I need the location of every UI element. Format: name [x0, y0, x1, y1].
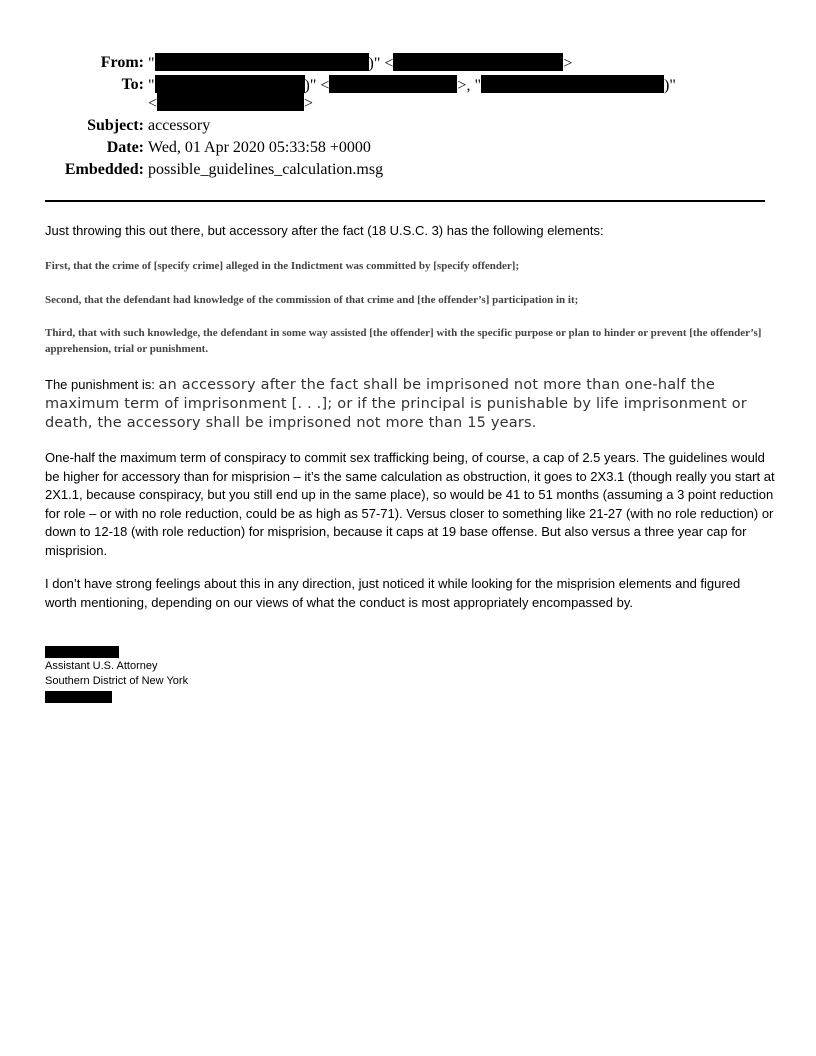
signature-title: Assistant U.S. Attorney	[45, 660, 158, 672]
from-value: " )" < >	[148, 55, 573, 72]
punishment-paragraph	[45, 376, 775, 433]
element-third: Third, that with such knowledge, the defendant in some way assisted [the offender] with the specific purpose or plan to hinder or prevent [the offender’s] apprehension, trial or punishment.	[45, 327, 762, 355]
element-second: Second, that the defendant had knowledge of the commission of that crime and [the offender’s] participation in it;	[45, 294, 579, 306]
redaction-from-name	[155, 53, 369, 71]
to-label: To:	[121, 76, 144, 93]
date-label: Date:	[106, 139, 144, 156]
redaction-to-email-2	[157, 93, 304, 111]
embedded-label: Embedded:	[64, 161, 144, 178]
to-value-cont: < >	[148, 95, 314, 112]
closing-paragraph: I don’t have strong feelings about this in any direction, just noticed it while looking for the misprision elements and figured worth mentioning, depending on our views of what the conduct is most appropriately encompassed by.	[45, 576, 741, 610]
redaction-to-email-1	[329, 75, 457, 93]
punishment-quote: an accessory after the fact shall be imprisoned not more than one-half the maximum term of imprisonment [. . .]; or if the principal is punishable by life imprisonment or death, the accessory shall be imprisoned not more than 15 years.	[45, 377, 747, 431]
punishment-lead: The punishment is:	[45, 377, 159, 392]
header-divider	[45, 200, 765, 202]
intro-text: Just throwing this out there, but accessory after the fact (18 U.S.C. 3) has the following elements:	[45, 223, 604, 238]
to-value: " )" < >, " )"	[148, 77, 676, 94]
subject-value: accessory	[148, 117, 211, 134]
date-value: Wed, 01 Apr 2020 05:33:58 +0000	[148, 139, 371, 156]
from-label: From:	[100, 54, 144, 71]
redaction-signature-contact	[45, 691, 112, 703]
subject-label: Subject:	[87, 117, 144, 134]
guidelines-paragraph: One-half the maximum term of conspiracy to commit sex trafficking being, of course, a cap of 2.5 years. The guidelines would be higher for accessory than for misprision – it’s the same calculation as obstruction, it goes to 2X3.1 (though really you start at 2X1.1, because conspiracy, but you still end up in the same place), so would be 41 to 51 months (assuming a 3 point reduction for role – or with no role reduction, could be as high as 57-71). Versus closer to something like 21-27 (with no role reduction) or down to 12-18 (with role reduction) for misprision, because it caps at 19 base offense. But also versus a three year cap for misprision.	[45, 450, 775, 558]
redaction-to-name-2	[481, 75, 664, 93]
embedded-attachment[interactable]: possible_guidelines_calculation.msg	[148, 161, 384, 178]
element-first: First, that the crime of [specify crime] alleged in the Indictment was committed by [specify offender];	[45, 260, 520, 272]
redaction-signature-name	[45, 646, 119, 658]
redaction-from-email	[393, 53, 563, 71]
signature-office: Southern District of New York	[45, 675, 189, 687]
redaction-to-name-1	[155, 75, 305, 93]
